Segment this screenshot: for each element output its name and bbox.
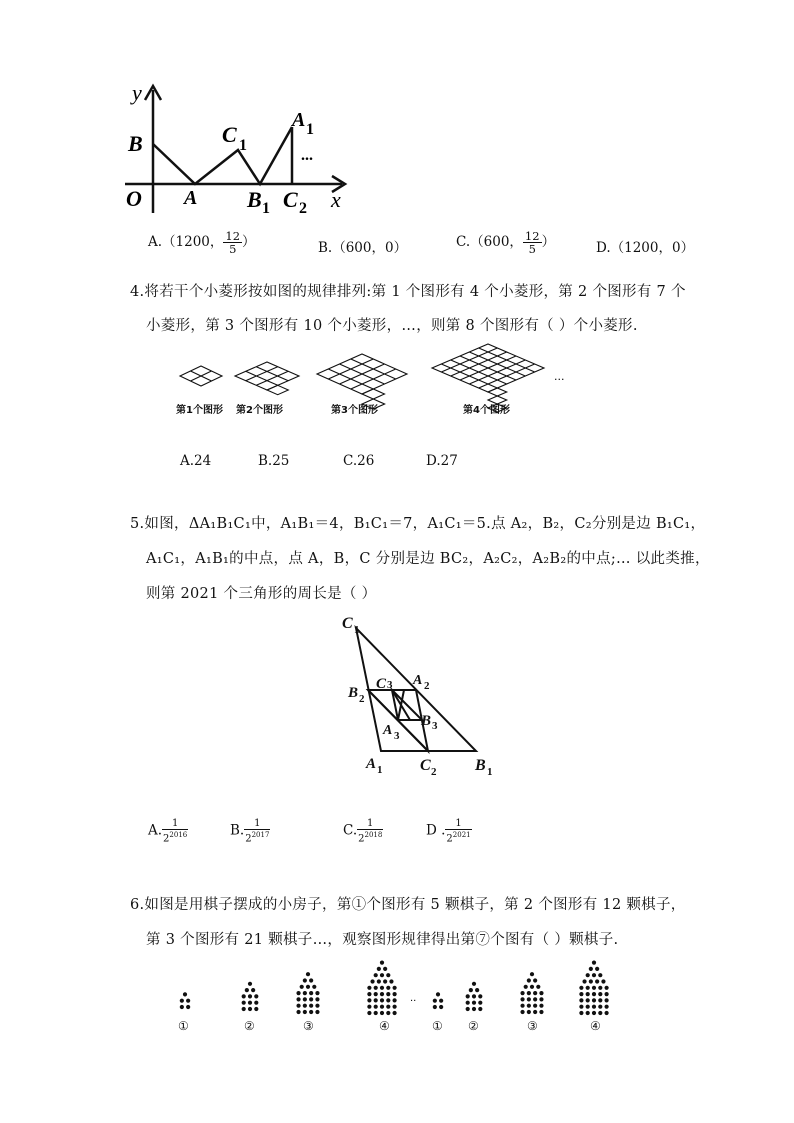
chess-piece [598,1005,602,1009]
chess-piece [579,986,583,990]
chess-piece [472,982,476,986]
chess-piece [586,1011,590,1015]
chess-piece [309,978,313,982]
chess-piece [374,992,378,996]
figure-2 [235,362,299,395]
q3-option-a-fraction [223,230,242,255]
q6-label-3a: ③ [303,1019,314,1033]
chess-piece [605,998,609,1002]
chess-piece [393,992,397,996]
q4-rhombus-figures [170,340,590,420]
q6-label-4b: ④ [590,1019,601,1033]
chess-piece [520,991,524,995]
chess-piece [527,997,531,1001]
label-b1: B [247,187,262,212]
power-exponent: 2016 [169,831,188,839]
chess-piece [579,998,583,1002]
chess-piece [478,1007,482,1011]
power-base: 2 [446,833,453,845]
label-dots: ... [301,147,313,164]
q3-option-a-suffix: ） [242,234,256,250]
chess-piece [478,1001,482,1005]
chess-piece [296,997,300,1001]
q4-caption-2: 第2个图形 [236,405,283,416]
q4-option-d: D.27 [426,453,458,469]
q5-option-a-fraction [162,818,188,844]
chess-piece [586,986,590,990]
chess-piece [186,999,190,1003]
q5-option-b-prefix: B. [230,822,245,839]
label-c3: C [376,676,387,692]
q4-line-1: 4.将若干个小菱形按如图的规律排列:第 1 个图形有 4 个小菱形，第 2 个图形有 7 个 [130,284,686,300]
power-exponent: 2018 [364,831,383,839]
chess-piece [386,1011,390,1015]
q6-line-1: 6.如图是用棋子摆成的小房子，第①个图形有 5 颗棋子，第 2 个图形有 12 颗棋子， [130,897,686,913]
fraction-denominator [445,830,471,844]
label-c2: C [420,757,431,774]
q5-option-d-prefix: D . [426,822,446,839]
chess-piece [251,988,255,992]
chess-piece [533,978,537,982]
chess-piece [380,1011,384,1015]
label-c1-sub: 1 [239,137,247,154]
label-a1-sub: 1 [306,121,314,138]
chess-piece [383,979,387,983]
q6-label-1a: ① [178,1019,189,1033]
q5-option-c-prefix: C. [343,822,358,839]
label-a: A [184,187,198,209]
label-c1: C [222,122,237,147]
chess-piece [380,961,384,965]
chess-piece [598,1011,602,1015]
power-base: 2 [245,833,252,845]
chess-piece [315,997,319,1001]
chess-piece [433,1005,437,1009]
chess-piece [303,1010,307,1014]
chess-piece [380,1005,384,1009]
fraction-numerator: 12 [524,229,540,243]
chess-piece [309,997,313,1001]
fraction-denominator: 5 [528,242,536,256]
chess-piece [605,1005,609,1009]
chess-piece [478,994,482,998]
label-c1: C [342,615,353,632]
chess-piece [296,991,300,995]
chess-piece [370,979,374,983]
q3-option-a-prefix: A.（1200， [148,234,224,250]
chess-piece [579,1011,583,1015]
chess-piece [433,999,437,1003]
chess-piece [520,997,524,1001]
q5-option-a [148,818,188,844]
chess-piece [312,985,316,989]
q4-ellipsis: ... [554,370,565,383]
q3-option-d: D.（1200，0） [596,240,695,256]
q6-mid-ellipsis: .. [410,993,417,1004]
chess-piece [527,1004,531,1008]
chess-piece [180,1005,184,1009]
q5-option-b [230,818,270,844]
q6-label-2a: ② [244,1019,255,1033]
chess-piece [242,1007,246,1011]
chess-piece [367,998,371,1002]
chess-piece [380,998,384,1002]
chess-piece [539,1010,543,1014]
chess-piece [380,992,384,996]
q3-option-b: B.（600，0） [318,240,408,256]
q4-option-b: B.25 [258,453,290,469]
fraction-denominator: 5 [229,242,237,256]
q3-coordinate-figure [120,78,360,218]
chess-piece [309,1004,313,1008]
q4-caption-1: 第1个图形 [176,405,223,416]
fraction-numerator: 1 [445,818,471,830]
chess-piece [592,998,596,1002]
chess-piece [380,973,384,977]
chess-piece [303,997,307,1001]
chess-piece [520,1004,524,1008]
chess-piece [248,1007,252,1011]
label-y: y [132,80,142,105]
q5-option-a-prefix: A. [148,822,163,839]
chess-piece [530,985,534,989]
chess-piece [582,979,586,983]
chess-piece [524,985,528,989]
chess-piece [367,1011,371,1015]
figure-1 [180,366,222,386]
label-c2-sub: 2 [431,766,437,778]
chess-piece [386,992,390,996]
chess-piece [367,986,371,990]
label-a1-sub: 1 [377,764,383,776]
label-a2-sub: 2 [424,680,430,692]
chess-piece [439,1005,443,1009]
q5-line-1: 5.如图，ΔA₁B₁C₁中，A₁B₁＝4，B₁C₁＝7，A₁C₁＝5.点 A₂，B₂，C₂分别是边 B₁C₁， [130,516,706,532]
chess-piece [303,991,307,995]
chess-piece [589,967,593,971]
chess-piece [527,978,531,982]
q6-label-1b: ① [432,1019,443,1033]
chess-piece [527,1010,531,1014]
chess-piece [374,986,378,990]
chess-piece [186,1005,190,1009]
chess-piece [533,991,537,995]
chess-piece [296,1004,300,1008]
q3-option-c-fraction [523,230,542,255]
chess-piece [383,967,387,971]
q6-line-2: 第 3 个图形有 21 颗棋子…，观察图形规律得出第⑦个图有（ ）颗棋子. [146,932,619,948]
chess-piece [386,1005,390,1009]
chess-piece [466,1001,470,1005]
chess-piece [306,972,310,976]
label-a3: A [383,723,393,738]
chess-piece [242,994,246,998]
chess-piece [536,985,540,989]
chess-piece [377,979,381,983]
chess-piece [592,1005,596,1009]
chess-piece [315,991,319,995]
q5-option-d-fraction [445,818,471,844]
chess-piece [592,961,596,965]
chess-piece [377,967,381,971]
label-a1: A [366,756,377,772]
label-c2: C [283,187,298,212]
chess-piece [539,991,543,995]
chess-piece [530,972,534,976]
chess-piece [586,992,590,996]
label-b2: B [348,685,359,701]
chess-piece [592,1011,596,1015]
chess-piece [475,988,479,992]
chess-piece [472,994,476,998]
chess-piece [472,1007,476,1011]
fraction-denominator [244,830,270,844]
label-o: O [126,186,142,211]
chess-piece [386,986,390,990]
chess-piece [533,1010,537,1014]
chess-piece [605,992,609,996]
chess-piece [595,967,599,971]
chess-piece [393,986,397,990]
chess-piece [601,979,605,983]
chess-piece [367,1005,371,1009]
chess-piece [539,997,543,1001]
chess-piece [393,998,397,1002]
label-b1-sub: 1 [487,766,493,778]
chess-piece [472,1001,476,1005]
chess-piece [180,999,184,1003]
q5-line-2: A₁C₁，A₁B₁的中点，点 A，B，C 分别是边 BC₂，A₂C₂，A₂B₂的中点;… 以此类推， [146,551,710,567]
q3-option-c-prefix: C.（600， [456,234,523,250]
chess-piece [586,998,590,1002]
chess-piece [605,986,609,990]
label-c1-sub: 1 [354,624,360,636]
chess-piece [466,994,470,998]
chess-piece [393,1011,397,1015]
chess-piece [386,998,390,1002]
fraction-numerator: 1 [162,818,188,830]
chess-piece [296,1010,300,1014]
chess-piece [374,973,378,977]
label-c3-sub: 3 [387,679,393,691]
chess-piece [605,1011,609,1015]
chess-piece [527,991,531,995]
chess-piece [374,1005,378,1009]
chess-piece [586,973,590,977]
fraction-numerator: 1 [357,818,383,830]
chess-piece [466,1007,470,1011]
chess-piece [248,994,252,998]
fraction-numerator: 1 [244,818,270,830]
q6-label-3b: ③ [527,1019,538,1033]
chess-piece [309,991,313,995]
chess-piece [389,979,393,983]
q4-option-c: C.26 [343,453,375,469]
label-c2-sub: 2 [299,200,307,217]
q6-label-4a: ④ [379,1019,390,1033]
chess-piece [315,1004,319,1008]
chess-piece [309,1010,313,1014]
chess-piece [595,979,599,983]
q3-option-a [148,230,256,255]
chess-piece [245,988,249,992]
fraction-denominator [357,830,383,844]
q5-option-b-fraction [244,818,270,844]
q4-caption-4: 第4个图形 [463,405,510,416]
chess-piece [242,1001,246,1005]
power-exponent: 2021 [452,831,471,839]
chess-piece [254,994,258,998]
power-base: 2 [358,833,365,845]
label-b1-sub: 1 [262,200,270,217]
chess-piece [598,986,602,990]
label-a1: A [292,109,306,131]
label-b1: B [475,757,486,774]
label-b3-sub: 3 [432,720,438,732]
label-a3-sub: 3 [394,730,400,742]
chess-piece [306,985,310,989]
chess-piece [248,1001,252,1005]
q4-caption-3: 第3个图形 [331,405,378,416]
chess-piece [439,999,443,1003]
q4-option-a: A.24 [180,453,212,469]
chess-piece [248,982,252,986]
chess-piece [254,1007,258,1011]
label-a2: A [413,673,423,688]
q6-label-2b: ② [468,1019,479,1033]
chess-piece [183,992,187,996]
chess-piece [579,1005,583,1009]
chess-piece [598,998,602,1002]
chess-piece [254,1001,258,1005]
chess-piece [589,979,593,983]
chess-piece [303,1004,307,1008]
chess-piece [436,992,440,996]
chess-piece [374,998,378,1002]
chess-piece [592,992,596,996]
chess-piece [592,973,596,977]
label-b3: B [421,713,432,729]
label-b: B [128,131,143,156]
q3-option-c [456,230,555,255]
q5-option-d [426,818,472,844]
power-base: 2 [163,833,170,845]
q6-chess-house-figures [160,952,630,1044]
chess-piece [579,992,583,996]
chess-piece [592,986,596,990]
chess-piece [300,985,304,989]
chess-piece [393,1005,397,1009]
chess-piece [469,988,473,992]
chess-piece [586,1005,590,1009]
chess-piece [533,1004,537,1008]
chess-piece [315,1010,319,1014]
q5-option-c-fraction [357,818,383,844]
chess-piece [520,1010,524,1014]
chess-piece [533,997,537,1001]
power-exponent: 2017 [251,831,270,839]
fraction-numerator: 12 [225,229,241,243]
chess-piece [374,1011,378,1015]
chess-piece [598,973,602,977]
q4-line-2: 小菱形，第 3 个图形有 10 个小菱形，…，则第 8 个图形有（ ）个小菱形. [146,318,638,334]
chess-piece [539,1004,543,1008]
chess-piece [303,978,307,982]
label-x: x [331,187,341,212]
q3-option-c-suffix: ） [541,234,556,250]
q5-line-3: 则第 2021 个三角形的周长是（ ） [146,586,377,602]
chess-piece [367,992,371,996]
fraction-denominator [162,830,188,844]
chess-piece [380,986,384,990]
chess-piece [598,992,602,996]
q5-option-c [343,818,383,844]
chess-piece [386,973,390,977]
q5-triangle-figure [336,608,506,778]
label-b2-sub: 2 [359,693,365,705]
